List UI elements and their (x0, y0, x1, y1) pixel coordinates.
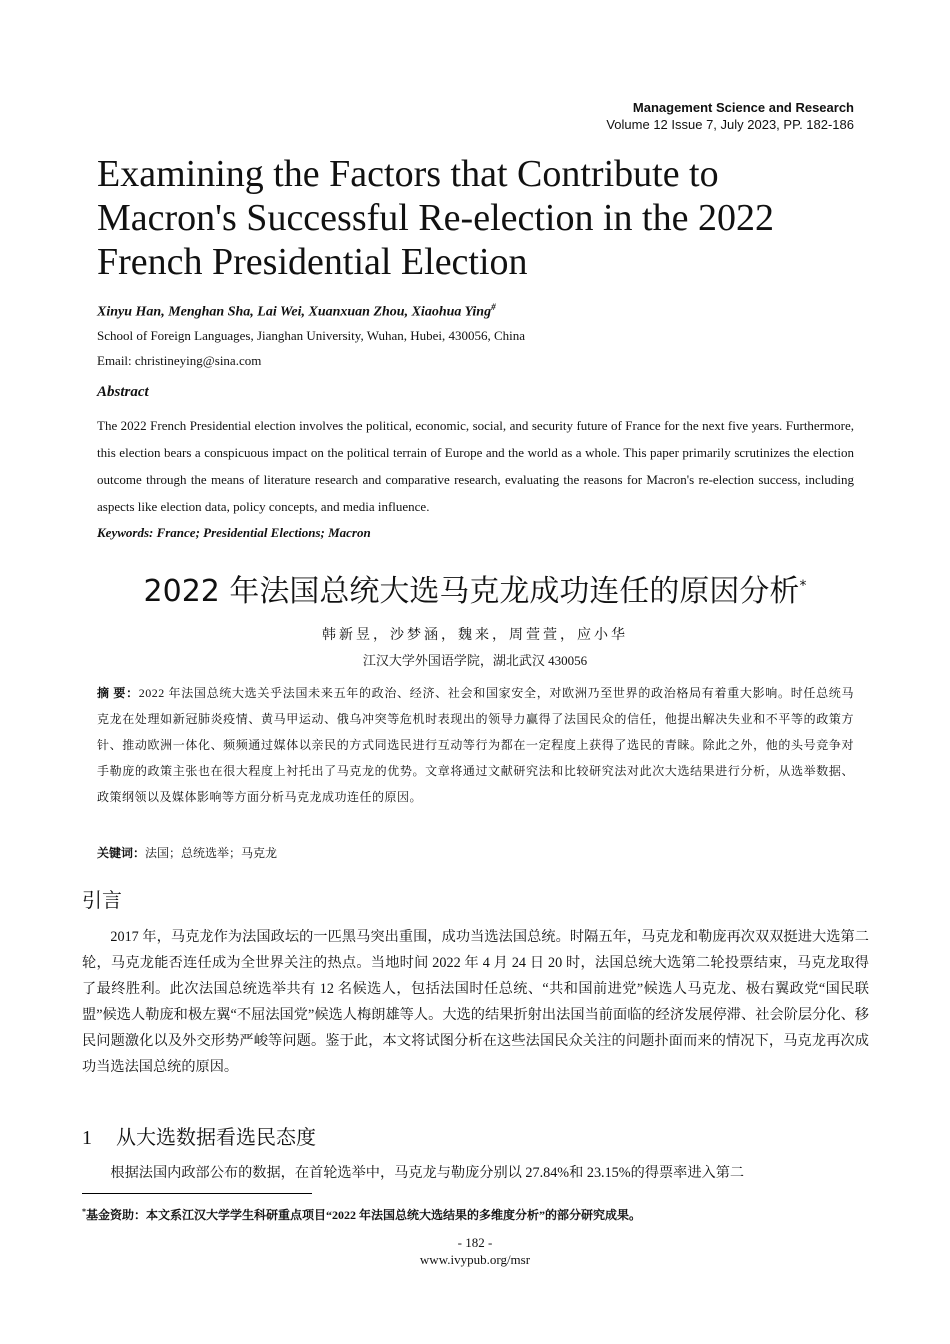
email: Email: christineying@sina.com (97, 353, 262, 368)
chinese-abstract (97, 680, 854, 810)
intro-heading: 引言 (82, 888, 122, 912)
chinese-title (0, 566, 950, 612)
section-1-number: 1 (82, 1127, 92, 1149)
chinese-authors: 韩新昱，沙梦涵，魏来，周萱萱，应小华 (322, 628, 628, 643)
paper-title: Examining the Factors that Contribute to Macron's Successful Re-election in the 2022 French Presidential Election (97, 153, 774, 283)
chinese-keywords-text: 法国；总统选举；马克龙 (145, 846, 278, 860)
corresponding-mark: # (491, 302, 496, 312)
footnote (82, 1206, 641, 1223)
chinese-affiliation: 江汉大学外国语学院，湖北武汉 430056 (362, 653, 588, 668)
footnote-text: 基金资助：本文系江汉大学学生科研重点项目“2022 年法国总统大选结果的多维度分析”的部分研究成果。 (86, 1208, 642, 1222)
chinese-keywords (97, 844, 277, 861)
author-list (97, 302, 496, 321)
journal-issue: Volume 12 Issue 7, July 2023, PP. 182-186 (606, 117, 854, 132)
abstract-text: The 2022 French Presidential election involves the political, economic, social, and security future of France for the next five years. Furthermore, this election bears a conspicuous impact on the political terrain of Europe and the world as a whole. This paper primarily scrutinizes the election outcome through the means of literature research and comparative research, evaluating the reasons for Macron's re-election success, including aspects like election data, policy concepts, and media influence. (97, 418, 854, 514)
section-1-heading (82, 1121, 316, 1150)
chinese-title-text: 2022 年法国总统大选马克龙成功连任的原因分析 (143, 574, 800, 609)
keywords: Keywords: France; Presidential Elections; Macron (97, 525, 371, 540)
chinese-title-mark: * (799, 578, 807, 594)
author-names: Xinyu Han, Menghan Sha, Lai Wei, Xuanxuan Zhou, Xiaohua Ying (97, 304, 492, 320)
page-number: - 182 - (457, 1235, 493, 1250)
website-url: www.ivypub.org/msr (419, 1252, 531, 1267)
chinese-keywords-label: 关键词： (97, 846, 146, 860)
footnote-divider (82, 1193, 312, 1194)
affiliation: School of Foreign Languages, Jianghan University, Wuhan, Hubei, 430056, China (97, 328, 526, 343)
chinese-abstract-label: 摘 要： (97, 686, 139, 700)
chinese-abstract-text: 2022 年法国总统大选关乎法国未来五年的政治、经济、社会和国家安全，对欧洲乃至世界的政治格局有着重大影响。时任总统马克龙在处理如新冠肺炎疫情、黄马甲运动、俄乌冲突等危机时表现出的领导力赢得了法国民众的信任，他提出解决失业和不平等的政策方针、推动欧洲一体化、频频通过媒体以亲民的方式同选民进行互动等行为都在一定程度上获得了选民的青睐。除此之外，他的头号竞争对手勒庞的政策主张也在很大程度上衬托出了马克龙的优势。文章将通过文献研究法和比较研究法对此次大选结果进行分析，从选举数据、政策纲领以及媒体影响等方面分析马克龙成功连任的原因。 (97, 686, 854, 804)
footnote-mark: * (82, 1207, 86, 1216)
intro-paragraph: 2017 年，马克龙作为法国政坛的一匹黑马突出重围，成功当选法国总统。时隔五年，马克龙和勒庞再次双双挺进大选第二轮，马克龙能否连任成为全世界关注的热点。当地时间 2022 年 4 月 24 日 20 时，法国总统大选第二轮投票结束，马克龙取得了最终胜利。此次法国总统选举共有 12 名候选人，包括法国时任总统、“共和国前进党”候选人马克龙、极右翼政党“国民联盟”候选人勒庞和极左翼“不屈法国党”候选人梅朗雄等人。大选的结果折射出法国当前面临的经济发展停滞、社会阶层分化、移民问题激化以及外交形势严峻等问题。鉴于此，本文将试图分析在这些法国民众关注的问题扑面而来的情况下，马克龙再次成功当选法国总统的原因。 (82, 929, 869, 1075)
abstract-heading: Abstract (97, 384, 149, 400)
journal-header (606, 99, 854, 133)
journal-name: Management Science and Research (632, 100, 854, 115)
section-1-paragraph: 根据法国内政部公布的数据，在首轮选举中，马克龙与勒庞分别以 27.84%和 23.15%的得票率进入第二 (110, 1165, 745, 1181)
section-1-title: 从大选数据看选民态度 (116, 1125, 316, 1149)
